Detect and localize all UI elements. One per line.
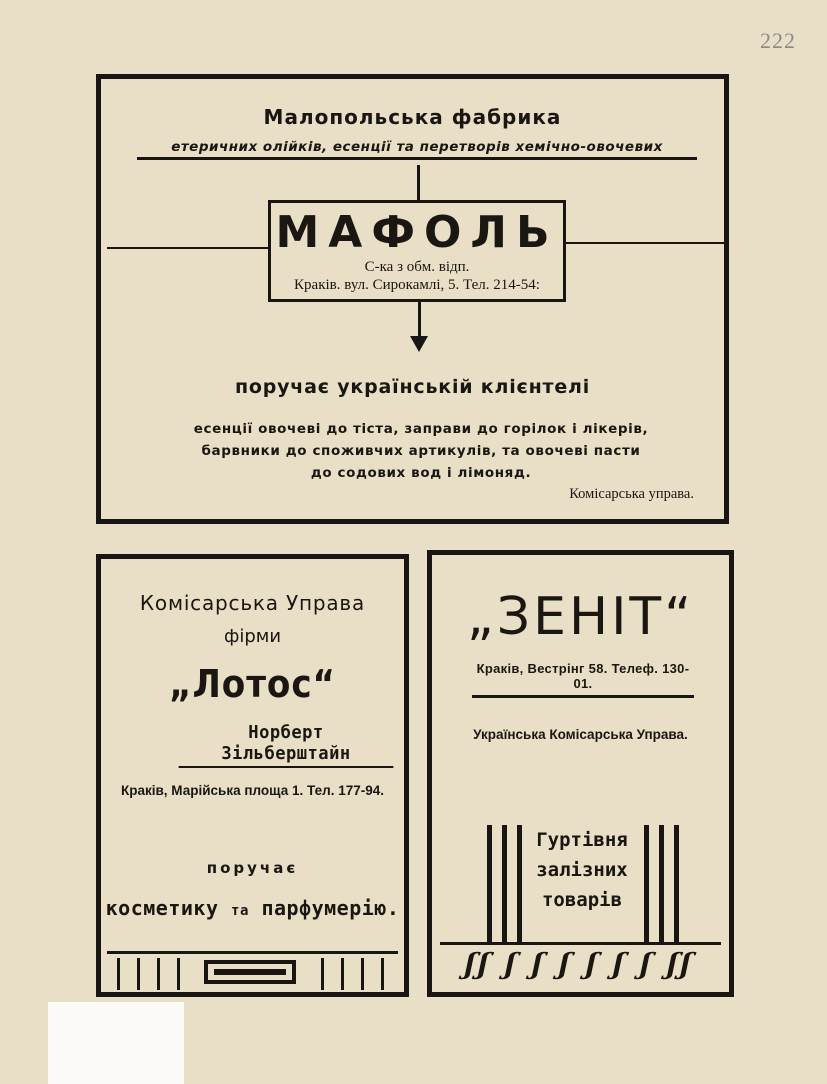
lotos-owner: Норберт Зільберштайн <box>179 722 394 768</box>
zenit-name: „ЗЕНІТ“ <box>466 587 695 647</box>
mafol-company-type: С-ка з обм. відп. <box>364 259 470 275</box>
divider-line-right <box>565 242 726 244</box>
zenit-wholesale-line: товарів <box>541 889 623 911</box>
lotos-offer-heading: поручає <box>206 859 299 877</box>
lotos-phone: Тел. 177-94. <box>307 783 384 798</box>
zenit-advertisement <box>427 550 734 997</box>
lotos-heading: Комісарська Управа <box>139 591 366 615</box>
mafol-subtitle: етеричних олійків, есенції та перетворів хемічно-овочевих <box>137 139 697 160</box>
divider-line-left <box>107 247 270 249</box>
ornament-bar <box>157 958 160 990</box>
ornament-bar <box>659 825 664 943</box>
mafol-advertisement <box>96 74 729 524</box>
arrow-down-icon <box>410 336 428 352</box>
mafol-offer-text <box>141 418 701 484</box>
ornament-bar <box>341 958 344 990</box>
connector-line <box>417 165 420 203</box>
ornament-plate <box>204 960 296 984</box>
zenit-wholesale <box>532 825 632 915</box>
zenit-address: Краків, Вестрінг 58. Телеф. 130-01. <box>472 661 694 698</box>
ornament-bar <box>644 825 649 943</box>
mafol-signature: Комісарська управа. <box>569 486 694 502</box>
paper-patch <box>48 1002 184 1084</box>
mafol-offer-line: барвники до споживчих артикулів, та овочеві пасти <box>201 443 641 459</box>
lotos-firm-label: фірми <box>223 626 282 647</box>
mafol-address: Краків. вул. Сирокамлі, 5. Тел. 214-54: <box>294 277 540 293</box>
zenit-wave-ornament: ʃʃ ʃ ʃ ʃ ʃ ʃ ʃ ʃʃ <box>460 947 701 980</box>
zenit-wholesale-line: Гуртівня <box>536 829 628 851</box>
lotos-contact <box>115 783 390 798</box>
ornament-bar <box>502 825 507 943</box>
ornament-bar <box>117 958 120 990</box>
ornament-bar <box>674 825 679 943</box>
mafol-name-box <box>268 200 566 302</box>
lotos-advertisement <box>96 554 409 997</box>
ornament-bar <box>177 958 180 990</box>
lotos-ornament-footer <box>107 951 398 991</box>
mafol-offer-line: до содових вод і лімоняд. <box>310 465 532 481</box>
page-number: 222 <box>760 28 796 53</box>
ornament-bar <box>517 825 522 943</box>
mafol-company-name: МАФОЛЬ <box>275 207 559 258</box>
arrow-shaft <box>418 301 421 339</box>
zenit-footer-line <box>440 942 721 945</box>
ornament-bar <box>487 825 492 943</box>
lotos-goods-cosmetics: косметику <box>105 896 219 920</box>
mafol-title: Малопольська фабрика <box>263 105 562 129</box>
zenit-wholesale-line: залізних <box>536 859 628 881</box>
ornament-bar <box>361 958 364 990</box>
zenit-management: Українська Комісарська Управа. <box>473 727 688 742</box>
ornament-bar <box>381 958 384 990</box>
ornament-bar <box>321 958 324 990</box>
lotos-firm-name: „Лотос“ <box>169 662 336 706</box>
mafol-offer-heading: поручає українській клієнтелі <box>234 376 591 398</box>
lotos-goods-conjunction: та <box>231 903 249 919</box>
mafol-offer-line: есенції овочеві до тіста, заправи до горілок і лікерів, <box>193 421 649 437</box>
lotos-address: Краків, Марійська площа 1. <box>121 783 304 798</box>
ornament-bar <box>137 958 140 990</box>
lotos-goods-perfumery: парфумерію. <box>261 896 400 920</box>
lotos-goods <box>101 896 404 920</box>
